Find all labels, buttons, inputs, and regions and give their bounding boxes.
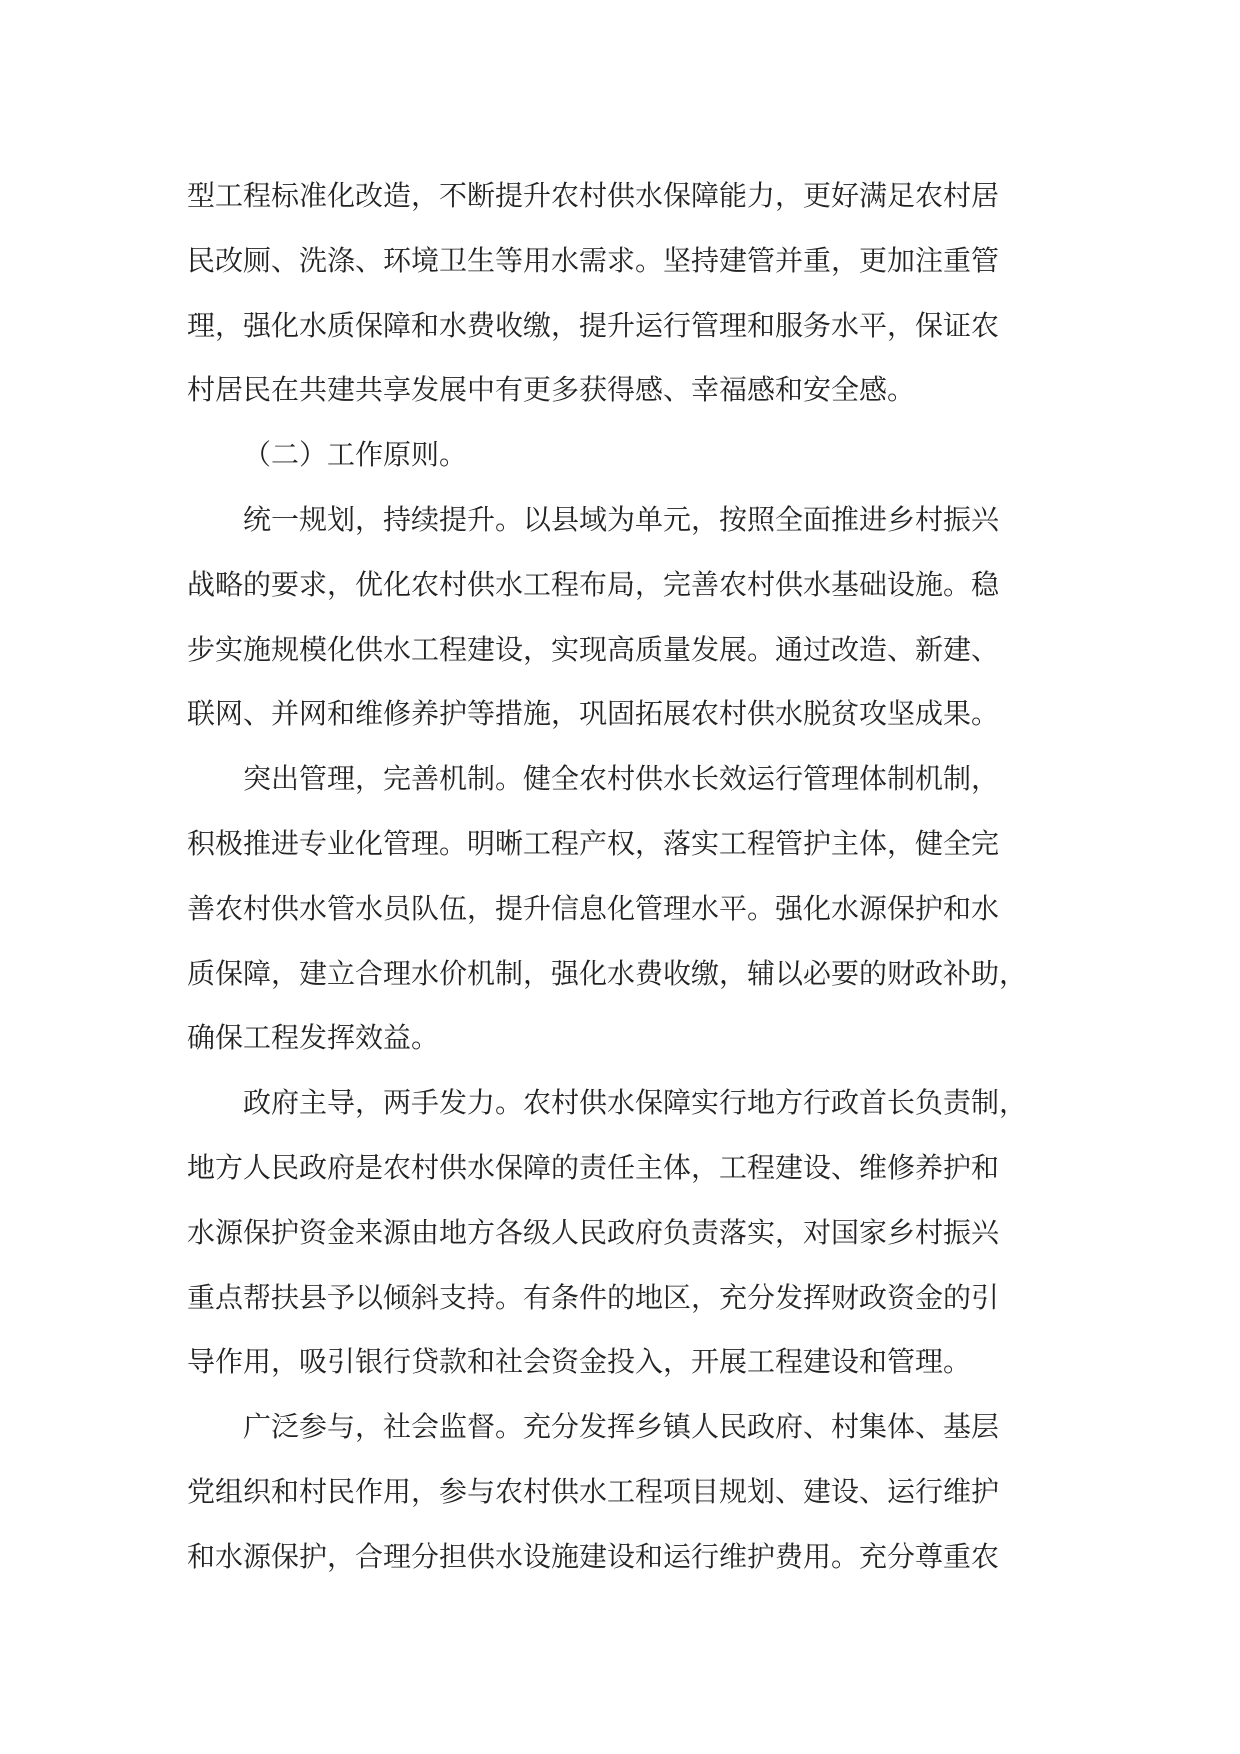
text-line: 统一规划，持续提升。以县域为单元，按照全面推进乡村振兴 [243, 502, 1000, 536]
text-line: 善农村供水管水员队伍，提升信息化管理水平。强化水源保护和水 [187, 891, 1000, 925]
text-line: 水源保护资金来源由地方各级人民政府负责落实，对国家乡村振兴 [187, 1215, 1000, 1249]
text-line: 广泛参与，社会监督。充分发挥乡镇人民政府、村集体、基层 [243, 1410, 1000, 1444]
text-line: 地方人民政府是农村供水保障的责任主体，工程建设、维修养护和 [187, 1150, 1000, 1184]
text-line: 党组织和村民作用，参与农村供水工程项目规划、建设、运行维护 [187, 1474, 1000, 1508]
text-line: 理，强化水质保障和水费收缴，提升运行管理和服务水平，保证农 [187, 308, 1000, 342]
text-line: 型工程标准化改造，不断提升农村供水保障能力，更好满足农村居 [187, 179, 1000, 212]
document-body [187, 164, 1087, 1590]
text-line: 步实施规模化供水工程建设，实现高质量发展。通过改造、新建、 [187, 632, 1000, 666]
text-line: 确保工程发挥效益。 [187, 1021, 440, 1055]
text-line: 民改厕、洗涤、环境卫生等用水需求。坚持建管并重，更加注重管 [187, 243, 1000, 277]
text-line: 重点帮扶县予以倾斜支持。有条件的地区，充分发挥财政资金的引 [187, 1280, 1000, 1314]
text-line: 积极推进专业化管理。明晰工程产权，落实工程管护主体，健全完 [187, 826, 1000, 860]
text-line: 导作用，吸引银行贷款和社会资金投入，开展工程建设和管理。 [187, 1345, 972, 1379]
text-line: 政府主导，两手发力。农村供水保障实行地方行政首长负责制， [243, 1086, 1028, 1120]
text-line: 和水源保护，合理分担供水设施建设和运行维护费用。充分尊重农 [187, 1539, 1000, 1573]
text-line: 突出管理，完善机制。健全农村供水长效运行管理体制机制， [243, 762, 1000, 796]
section-heading: （二）工作原则。 [243, 438, 468, 472]
text-line: 战略的要求，优化农村供水工程布局，完善农村供水基础设施。稳 [187, 567, 1000, 601]
text-line: 村居民在共建共享发展中有更多获得感、幸福感和安全感。 [187, 373, 916, 407]
text-line: 联网、并网和维修养护等措施，巩固拓展农村供水脱贫攻坚成果。 [187, 697, 1000, 731]
text-line: 质保障，建立合理水价机制，强化水费收缴，辅以必要的财政补助， [187, 956, 1028, 990]
